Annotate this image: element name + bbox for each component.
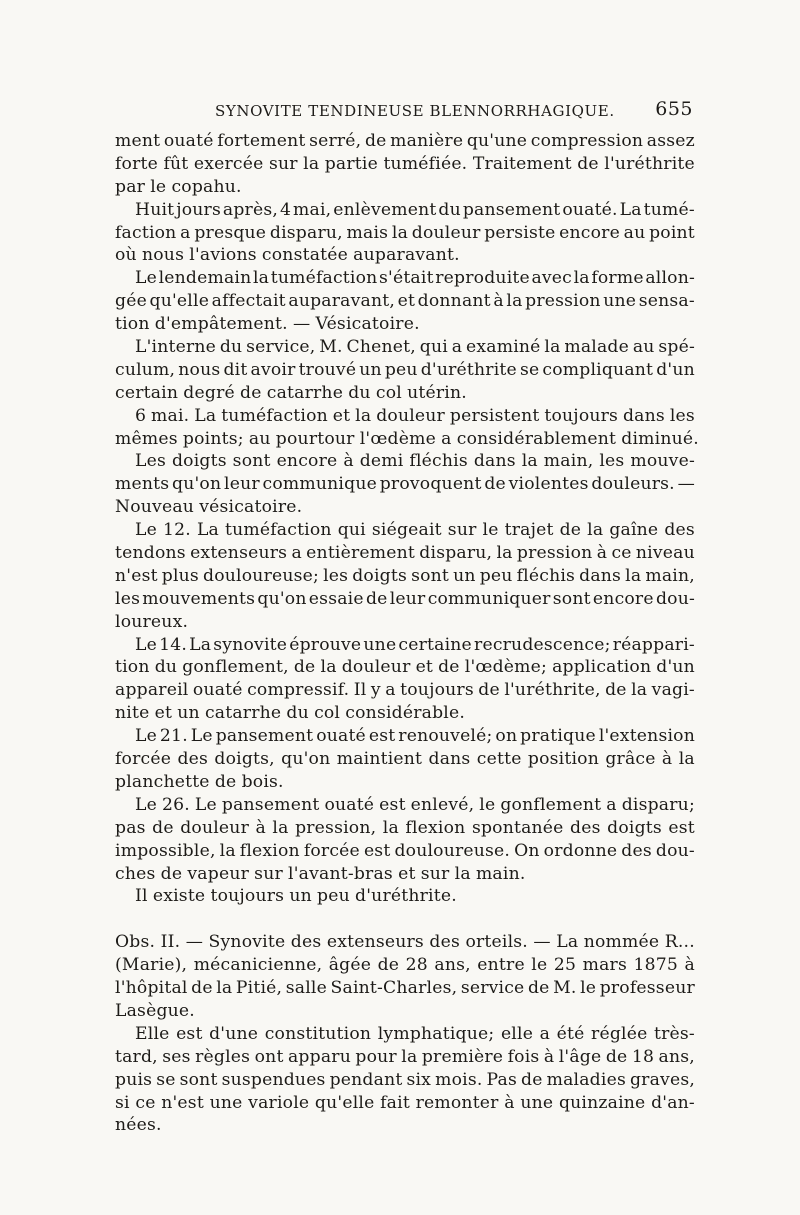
- text-line: l'hôpital de la Pitié, salle Saint-Charles, service de M. le professeur: [115, 978, 695, 999]
- text-line: (Marie), mécanicienne, âgée de 28 ans, entre le 25 mars 1875 à: [115, 955, 695, 976]
- text-line: tendons extenseurs a entièrement disparu, la pression à ce niveau: [115, 543, 695, 564]
- text-line: tion d'empâtement. — Vésicatoire.: [115, 314, 420, 335]
- running-title: SYNOVITE TENDINEUSE BLENNORRHAGIQUE.: [215, 102, 615, 120]
- text-line: les mouvements qu'on essaie de leur communiquer sont encore dou-: [115, 588, 695, 609]
- text-line: Le 14. La synovite éprouve une certaine recrudescence; réappari-: [135, 634, 695, 655]
- body-text: [115, 130, 699, 1137]
- text-line: pas de douleur à la pression, la flexion spontanée des doigts est: [115, 817, 695, 838]
- text-line: Les doigts sont encore à demi fléchis dans la main, les mouve-: [135, 451, 695, 472]
- text-line: par le copahu.: [115, 176, 242, 197]
- text-line: ches de vapeur sur l'avant-bras et sur la main.: [115, 863, 526, 884]
- text-line: forte fût exercée sur la partie tuméfiée. Traitement de l'uréthrite: [115, 153, 695, 174]
- text-line: n'est plus douloureuse; les doigts sont un peu fléchis dans la main,: [115, 565, 695, 586]
- text-line: planchette de bois.: [115, 771, 284, 792]
- text-line: appareil ouaté compressif. Il y a toujours de l'uréthrite, de la vagi-: [115, 680, 695, 701]
- text-line: faction a presque disparu, mais la douleur persiste encore au point: [115, 222, 695, 243]
- page-header: [115, 98, 693, 126]
- text-line: tion du gonflement, de la douleur et de l'œdème; application d'un: [115, 657, 695, 678]
- text-line: Le 26. Le pansement ouaté est enlevé, le gonflement a disparu;: [135, 794, 695, 815]
- text-line: culum, nous dit avoir trouvé un peu d'uréthrite se compliquant d'un: [115, 359, 695, 380]
- text-line: L'interne du service, M. Chenet, qui a examiné la malade au spé-: [135, 337, 695, 358]
- text-line: Lasègue.: [115, 1000, 195, 1021]
- text-line: 6 mai. La tuméfaction et la douleur persistent toujours dans les: [135, 405, 695, 426]
- text-line: loureux.: [115, 611, 189, 632]
- text-line: nite et un catarrhe du col considérable.: [115, 703, 466, 724]
- text-line: ment ouaté fortement serré, de manière qu'une compression assez: [115, 131, 695, 151]
- text-line: mêmes points; au pourtour l'œdème a considérablement diminué.: [115, 428, 699, 449]
- text-line: gée qu'elle affectait auparavant, et donnant à la pression une sensa-: [115, 291, 695, 312]
- text-line: Le lendemain la tuméfaction s'était reproduite avec la forme allon-: [135, 268, 695, 289]
- text-line: forcée des doigts, qu'on maintient dans cette position grâce à la: [115, 749, 695, 770]
- text-line: Nouveau vésicatoire.: [115, 497, 303, 518]
- page-number: 655: [655, 98, 693, 120]
- text-line: nées.: [115, 1115, 162, 1136]
- paragraph-gap: [115, 908, 695, 931]
- text-line: impossible, la flexion forcée est douloureuse. On ordonne des dou-: [115, 840, 695, 861]
- text-line: Huit jours après, 4 mai, enlèvement du pansement ouaté. La tumé-: [135, 199, 695, 220]
- text-line: Le 21. Le pansement ouaté est renouvelé; on pratique l'extension: [135, 726, 695, 747]
- text-line: Le 12. La tuméfaction qui siégeait sur le trajet de la gaîne des: [135, 520, 695, 541]
- text-line: Obs. II. — Synovite des extenseurs des orteils. — La nommée R...: [115, 932, 695, 953]
- text-line: où nous l'avions constatée auparavant.: [115, 245, 460, 266]
- text-line: ments qu'on leur communique provoquent de violentes douleurs. —: [115, 474, 695, 495]
- text-line: Elle est d'une constitution lymphatique; elle a été réglée très-: [135, 1023, 695, 1044]
- text-line: si ce n'est une variole qu'elle fait remonter à une quinzaine d'an-: [115, 1092, 695, 1113]
- text-line: tard, ses règles ont apparu pour la première fois à l'âge de 18 ans,: [115, 1046, 695, 1067]
- text-line: puis se sont suspendues pendant six mois. Pas de maladies graves,: [115, 1069, 695, 1090]
- text-line: certain degré de catarrhe du col utérin.: [115, 382, 467, 403]
- text-line: Il existe toujours un peu d'uréthrite.: [135, 886, 457, 907]
